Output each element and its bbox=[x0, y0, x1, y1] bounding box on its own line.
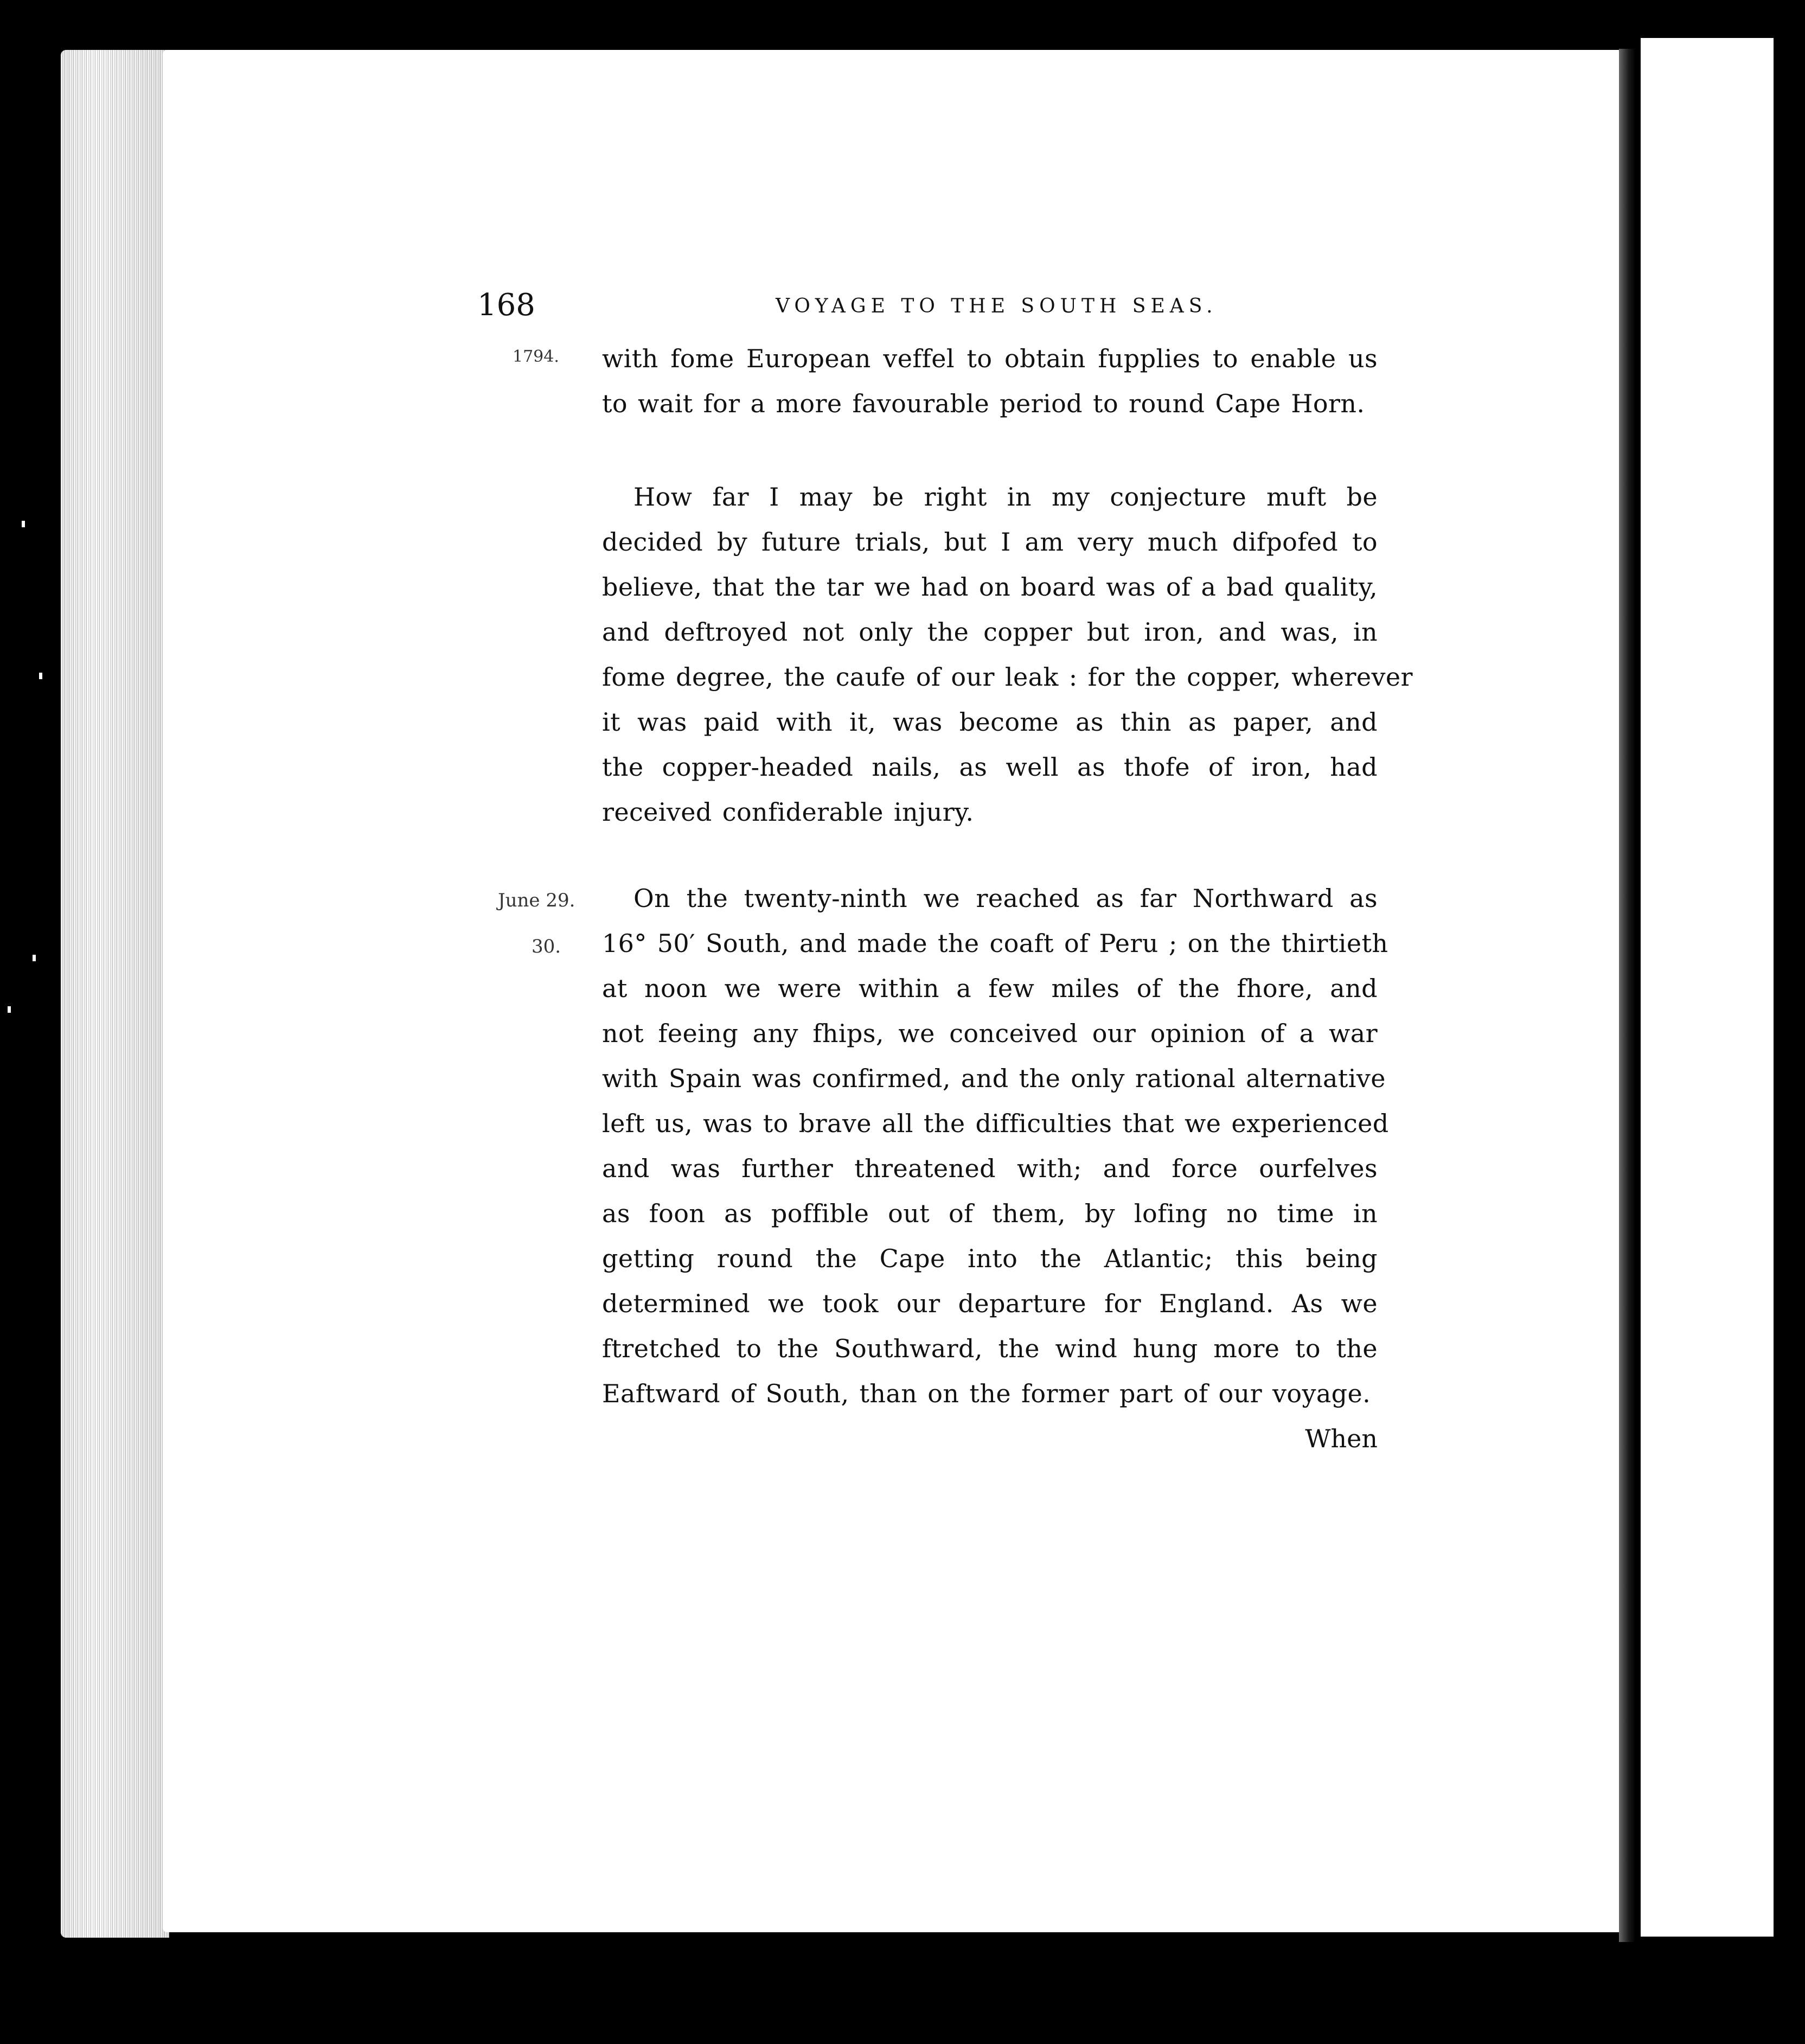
running-title: VOYAGE TO THE SOUTH SEAS. bbox=[776, 295, 1218, 317]
text-line: received confiderable injury. bbox=[602, 797, 974, 827]
margin-note-date: June 29. bbox=[498, 890, 575, 911]
text-line: not feeing any fhips, we conceived our opinion of a war bbox=[602, 1019, 1378, 1048]
text-line: at noon we were within a few miles of the fhore, and bbox=[602, 974, 1378, 1003]
scan-speck bbox=[22, 521, 25, 527]
facing-page bbox=[1641, 38, 1774, 1937]
catchword: When bbox=[1305, 1424, 1378, 1453]
text-line: to wait for a more favourable period to round Cape Horn. bbox=[602, 389, 1365, 418]
page-edge-stack bbox=[61, 50, 169, 1938]
text-line: determined we took our departure for England. As we bbox=[602, 1289, 1378, 1318]
text-line: On the twenty-ninth we reached as far Northward as bbox=[633, 884, 1378, 913]
running-head bbox=[477, 288, 1367, 325]
paragraph bbox=[602, 475, 1413, 835]
text-line: How far I may be right in my conjecture muft be bbox=[633, 482, 1378, 512]
text-line: Eaftward of South, than on the former part of our voyage. bbox=[602, 1379, 1371, 1408]
text-line: with Spain was confirmed, and the only rational alternative bbox=[602, 1064, 1386, 1093]
text-line: left us, was to brave all the difficulties that we experienced bbox=[602, 1109, 1389, 1138]
scan-speck bbox=[33, 955, 36, 961]
text-line: as foon as poffible out of them, by lofing no time in bbox=[602, 1199, 1378, 1228]
text-line: believe, that the tar we had on board was of a bad quality, bbox=[602, 572, 1378, 602]
paragraph-continuation bbox=[602, 336, 1378, 426]
paragraph bbox=[602, 876, 1389, 1461]
text-line: the copper-headed nails, as well as thofe of iron, had bbox=[602, 752, 1378, 782]
book-gutter bbox=[1619, 49, 1635, 1942]
scan-speck bbox=[39, 673, 42, 679]
text-line: decided by future trials, but I am very much difpofed to bbox=[602, 527, 1378, 557]
text-line: it was paid with it, was become as thin as paper, and bbox=[602, 707, 1378, 737]
text-line: and deftroyed not only the copper but iron, and was, in bbox=[602, 617, 1378, 647]
text-line: with fome European veffel to obtain fupplies to enable us bbox=[602, 344, 1378, 373]
margin-note-year: 1794. bbox=[513, 347, 559, 366]
scan-speck bbox=[8, 1006, 11, 1013]
page-number: 168 bbox=[477, 288, 535, 323]
text-line: fome degree, the caufe of our leak : for the copper, wherever bbox=[602, 662, 1413, 692]
margin-note-date: 30. bbox=[532, 936, 561, 957]
text-line: and was further threatened with; and force ourfelves bbox=[602, 1154, 1378, 1183]
text-line: ftretched to the Southward, the wind hung more to the bbox=[602, 1334, 1378, 1363]
text-line: 16° 50′ South, and made the coaft of Peru ; on the thirtieth bbox=[602, 929, 1388, 958]
text-line: getting round the Cape into the Atlantic; this being bbox=[602, 1244, 1378, 1273]
